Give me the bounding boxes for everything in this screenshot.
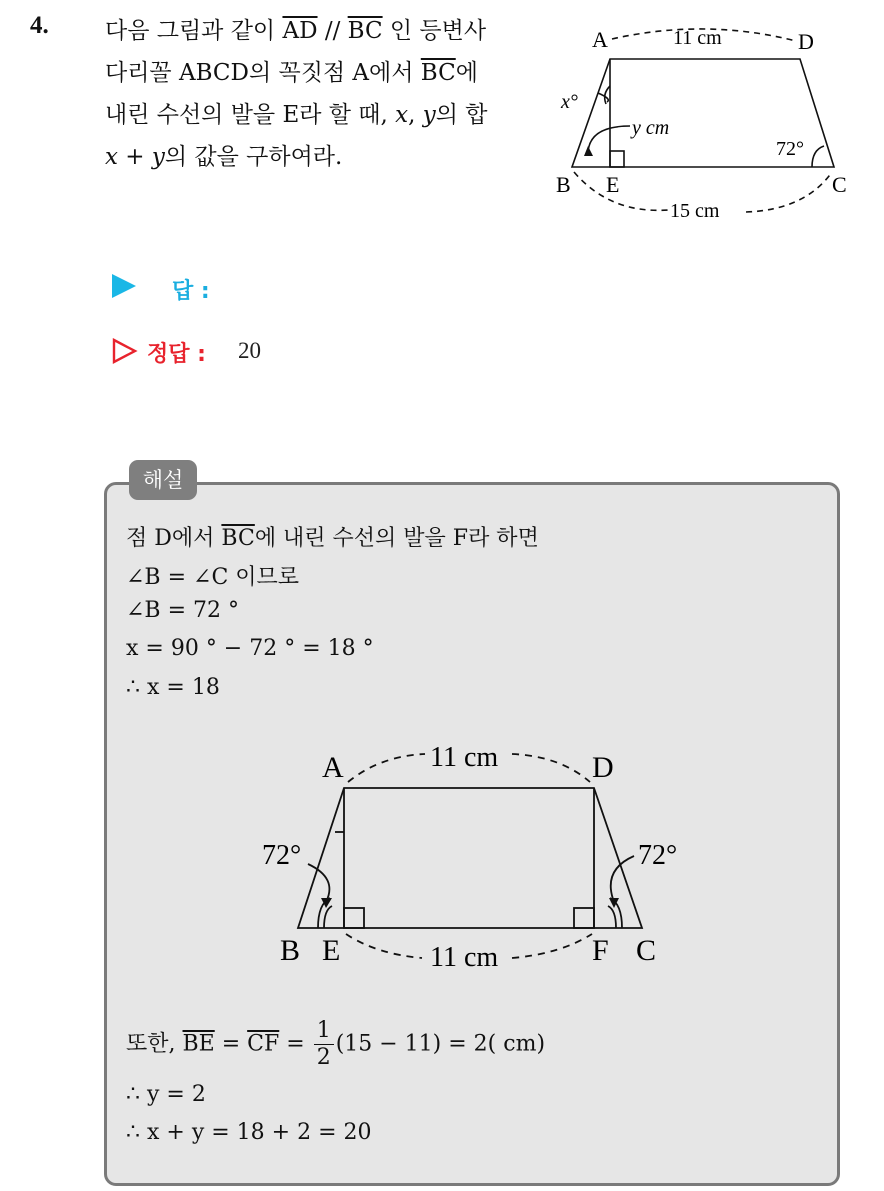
label-d: D [592,751,614,784]
angle-x-label: x° [561,91,578,113]
angle-left-label: 72° [262,840,302,871]
label-b: B [556,172,571,197]
height-pointer [588,126,630,152]
angle-b-pointer [308,864,329,902]
height-arrowhead [584,146,593,156]
right-angle-mark-e [344,908,364,928]
trapezoid-outline [298,788,642,928]
label-c: C [636,934,657,967]
label-c: C [832,172,847,197]
correct-label: 정답 : [147,342,206,367]
top-length: 11 cm [430,742,499,773]
angle-x-pointer [598,93,608,102]
top-length: 11 cm [673,27,722,49]
angle-c-arc [812,146,824,167]
solution-tag: 해설 [129,460,197,500]
label-e: E [322,934,341,967]
question-line-2: 다리꼴 ABCD의 꼭짓점 A에서 $\overline{BC}$에 [105,60,478,86]
right-angle-mark-f [574,908,594,928]
answer-label: 답 : [172,279,210,304]
segment-bc: $\overline{BC}$ [347,18,383,44]
solution-line-7: ∴ y = 2 [126,1082,206,1107]
solution-line-5: ∴ x = 18 [126,675,220,700]
segment-bc: $\overline{BC}$ [221,526,255,551]
segment-be: $\overline{BE}$ [182,1031,215,1057]
question-line-1: 다음 그림과 같이 $\overline{AD} // \overline{BC}$ 인 등변사 [105,18,487,44]
angle-c-label: 72° [776,138,804,160]
label-f: F [592,934,609,967]
segment-cf: $\overline{CF}$ [247,1031,280,1057]
trapezoid-figure [550,22,860,227]
question-number: 4. [30,12,49,39]
label-a: A [592,27,608,52]
label-e: E [606,172,620,197]
solution-line-3: ∠B = 72 ° [126,598,240,623]
correct-value: 20 [238,338,261,363]
label-d: D [798,29,814,54]
solution-line-8: ∴ x + y = 18 + 2 = 20 [126,1120,372,1145]
answer-arrow-icon [112,274,136,298]
correct-arrow-icon [112,338,138,364]
bottom-length: 15 cm [670,200,720,222]
fraction-one-half: $\frac{1}{2}$ [314,1018,334,1071]
solution-figure [250,738,690,978]
question-line-4: x + y의 값을 구하여라. [105,144,343,170]
angle-right-label: 72° [638,840,678,871]
solution-line-1: 점 D에서 $\overline{BC}$에 내린 수선의 발을 F라 하면 [126,526,539,551]
question-text [105,10,545,178]
right-angle-mark [610,151,624,167]
question-line-3: 내린 수선의 발을 E라 할 때, x, y의 합 [105,102,488,128]
label-b: B [280,934,301,967]
segment-ad: $\overline{AD}$ [282,18,318,44]
solution-line-4: x = 90 ° − 72 ° = 18 ° [126,636,374,661]
solution-line-6: 또한, $\overline{BE} = \overline{CF}$ = $\frac{1}{2}$ (15 − 11) = 2( cm) [126,1018,546,1070]
solution-line-2: ∠B = ∠C 이므로 [126,565,300,590]
height-label: y cm [632,117,670,139]
label-a: A [322,751,344,784]
segment-bc: $\overline{BC}$ [420,60,456,86]
bottom-length: 11 cm [430,942,499,973]
